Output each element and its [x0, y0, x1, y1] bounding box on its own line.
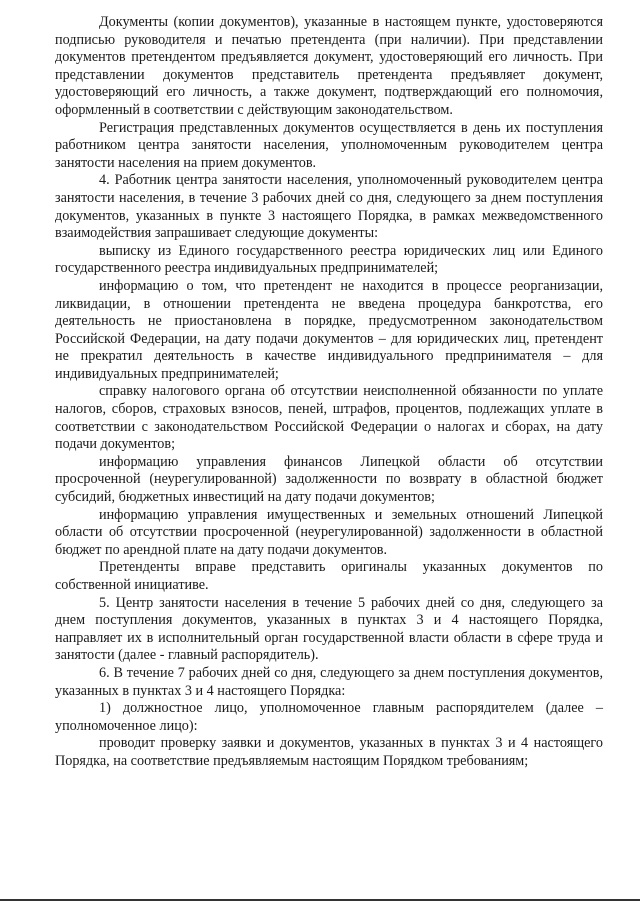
paragraph: справку налогового органа об отсутствии неисполненной обязанности по уплате налогов, сборов, страховых взносов, пеней, штрафов, процентов, подлежащих уплате в соответствии с законодательством Российской Федерации о налогах и сборах, на дату подачи документов;: [55, 383, 603, 453]
page-bottom-edge: [0, 899, 640, 901]
paragraph: 4. Работник центра занятости населения, уполномоченный руководителем центра занятости населения, в течение 3 рабочих дней со дня, следующего за днем поступления документов, указанных в пункте 3 настоящего Порядка, в рамках межведомственного взаимодействия запрашивает следующие документы:: [55, 172, 603, 242]
paragraph: информацию о том, что претендент не находится в процессе реорганизации, ликвидации, в отношении претендента не введена процедура банкротства, его деятельность не приостановлена в порядке, предусмотренном законодательством Российской Федерации, на дату подачи документов – для юридических лиц, претендент не прекратил деятельность в качестве индивидуального предпринимателя – для индивидуальных предпринимателей;: [55, 277, 603, 382]
paragraph: проводит проверку заявки и документов, указанных в пунктах 3 и 4 настоящего Порядка, на соответствие предъявляемым настоящим Порядком требованиям;: [55, 735, 603, 769]
document-page: [55, 14, 603, 771]
paragraph: 1) должностное лицо, уполномоченное главным распорядителем (далее – уполномоченное лицо):: [55, 700, 603, 734]
paragraph: 5. Центр занятости населения в течение 5 рабочих дней со дня, следующего за днем поступления документов, указанных в пунктах 3 и 4 настоящего Порядка, направляет их в исполнительный орган государственной власти области в сфере труда и занятости (далее - главный распорядитель).: [55, 594, 603, 664]
paragraph: Документы (копии документов), указанные в настоящем пункте, удостоверяются подписью руководителя и печатью претендента (при наличии). При представлении документов претендентом предъявляется документ, удостоверяющий его личность. При представлении документов представитель претендента предъявляет документ, удостоверяющий его личность, а также документ, подтверждающий его полномочия, оформленный в соответствии с действующим законодательством.: [55, 14, 603, 118]
paragraph: 6. В течение 7 рабочих дней со дня, следующего за днем поступления документов, указанных в пунктах 3 и 4 настоящего Порядка:: [55, 664, 603, 699]
paragraph: информацию управления финансов Липецкой области об отсутствии просроченной (неурегулированной) задолженности по возврату в областной бюджет субсидий, бюджетных инвестиций на дату подачи документов;: [55, 453, 603, 506]
paragraph: выписку из Единого государственного реестра юридических лиц или Единого государственного реестра индивидуальных предпринимателей;: [55, 242, 603, 277]
paragraph: Регистрация представленных документов осуществляется в день их поступления работником центра занятости населения, уполномоченным руководителем центра занятости населения на прием документов.: [55, 119, 603, 171]
paragraph: информацию управления имущественных и земельных отношений Липецкой области об отсутствии просроченной (неурегулированной) задолженности в областной бюджет по арендной плате на дату подачи документов.: [55, 506, 603, 558]
paragraph: Претенденты вправе представить оригиналы указанных документов по собственной инициативе.: [55, 559, 603, 593]
